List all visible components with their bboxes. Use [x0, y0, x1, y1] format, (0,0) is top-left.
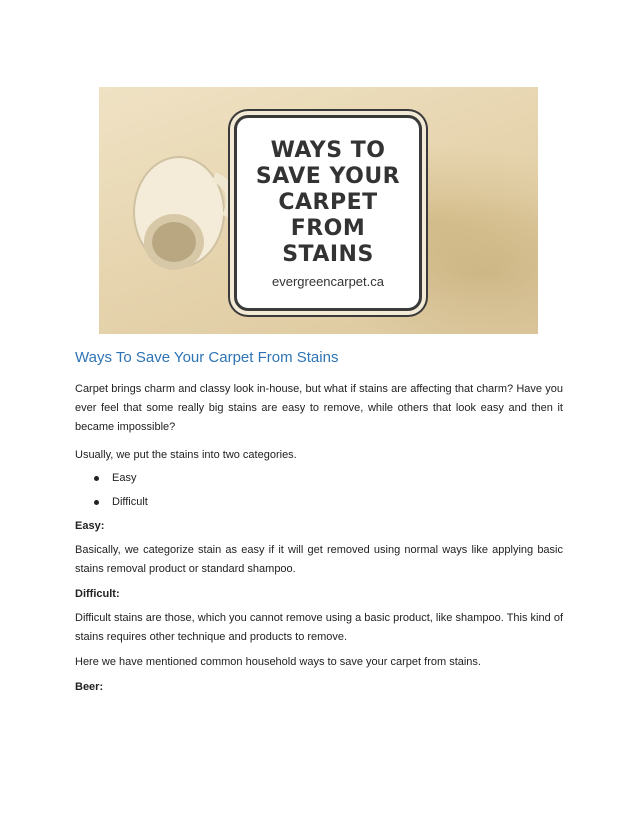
easy-paragraph: Basically, we categorize stain as easy if it will get removed using normal ways like applying basic stains removal product or standard shampoo. — [75, 544, 563, 575]
sign-line: WAYS TO — [270, 137, 386, 163]
sign-line: CARPET — [278, 189, 378, 215]
mentioned-paragraph: Here we have mentioned common household ways to save your carpet from stains. — [75, 656, 481, 668]
page-title: Ways To Save Your Carpet From Stains — [75, 349, 339, 366]
title-sign — [234, 115, 422, 311]
beer-heading: Beer: — [75, 681, 104, 693]
list-item-label: Difficult — [112, 496, 148, 508]
difficult-paragraph: Difficult stains are those, which you cannot remove using a basic product, like shampoo. This kind of stains requires other technique and products to remove. — [75, 612, 563, 643]
intro-paragraph: Carpet brings charm and classy look in-house, but what if stains are affecting that charm? Have you ever feel that some really big stains are easy to remove, while others that look easy and then it became impossible? — [75, 383, 563, 433]
list-item — [94, 472, 136, 484]
sign-url: evergreencarpet.ca — [271, 273, 384, 289]
list-item-label: Easy — [112, 472, 137, 484]
sign-line: FROM — [290, 215, 366, 241]
difficult-heading: Difficult: — [75, 588, 120, 600]
list-item — [94, 496, 148, 508]
easy-heading: Easy: — [75, 520, 105, 532]
coffee-mug-icon — [119, 142, 239, 282]
bullet-icon — [94, 476, 99, 481]
sign-line: STAINS — [282, 241, 374, 267]
categories-paragraph: Usually, we put the stains into two categories. — [75, 449, 297, 461]
bullet-icon — [94, 500, 99, 505]
sign-line: SAVE YOUR — [255, 163, 401, 189]
hero-image — [99, 87, 538, 334]
